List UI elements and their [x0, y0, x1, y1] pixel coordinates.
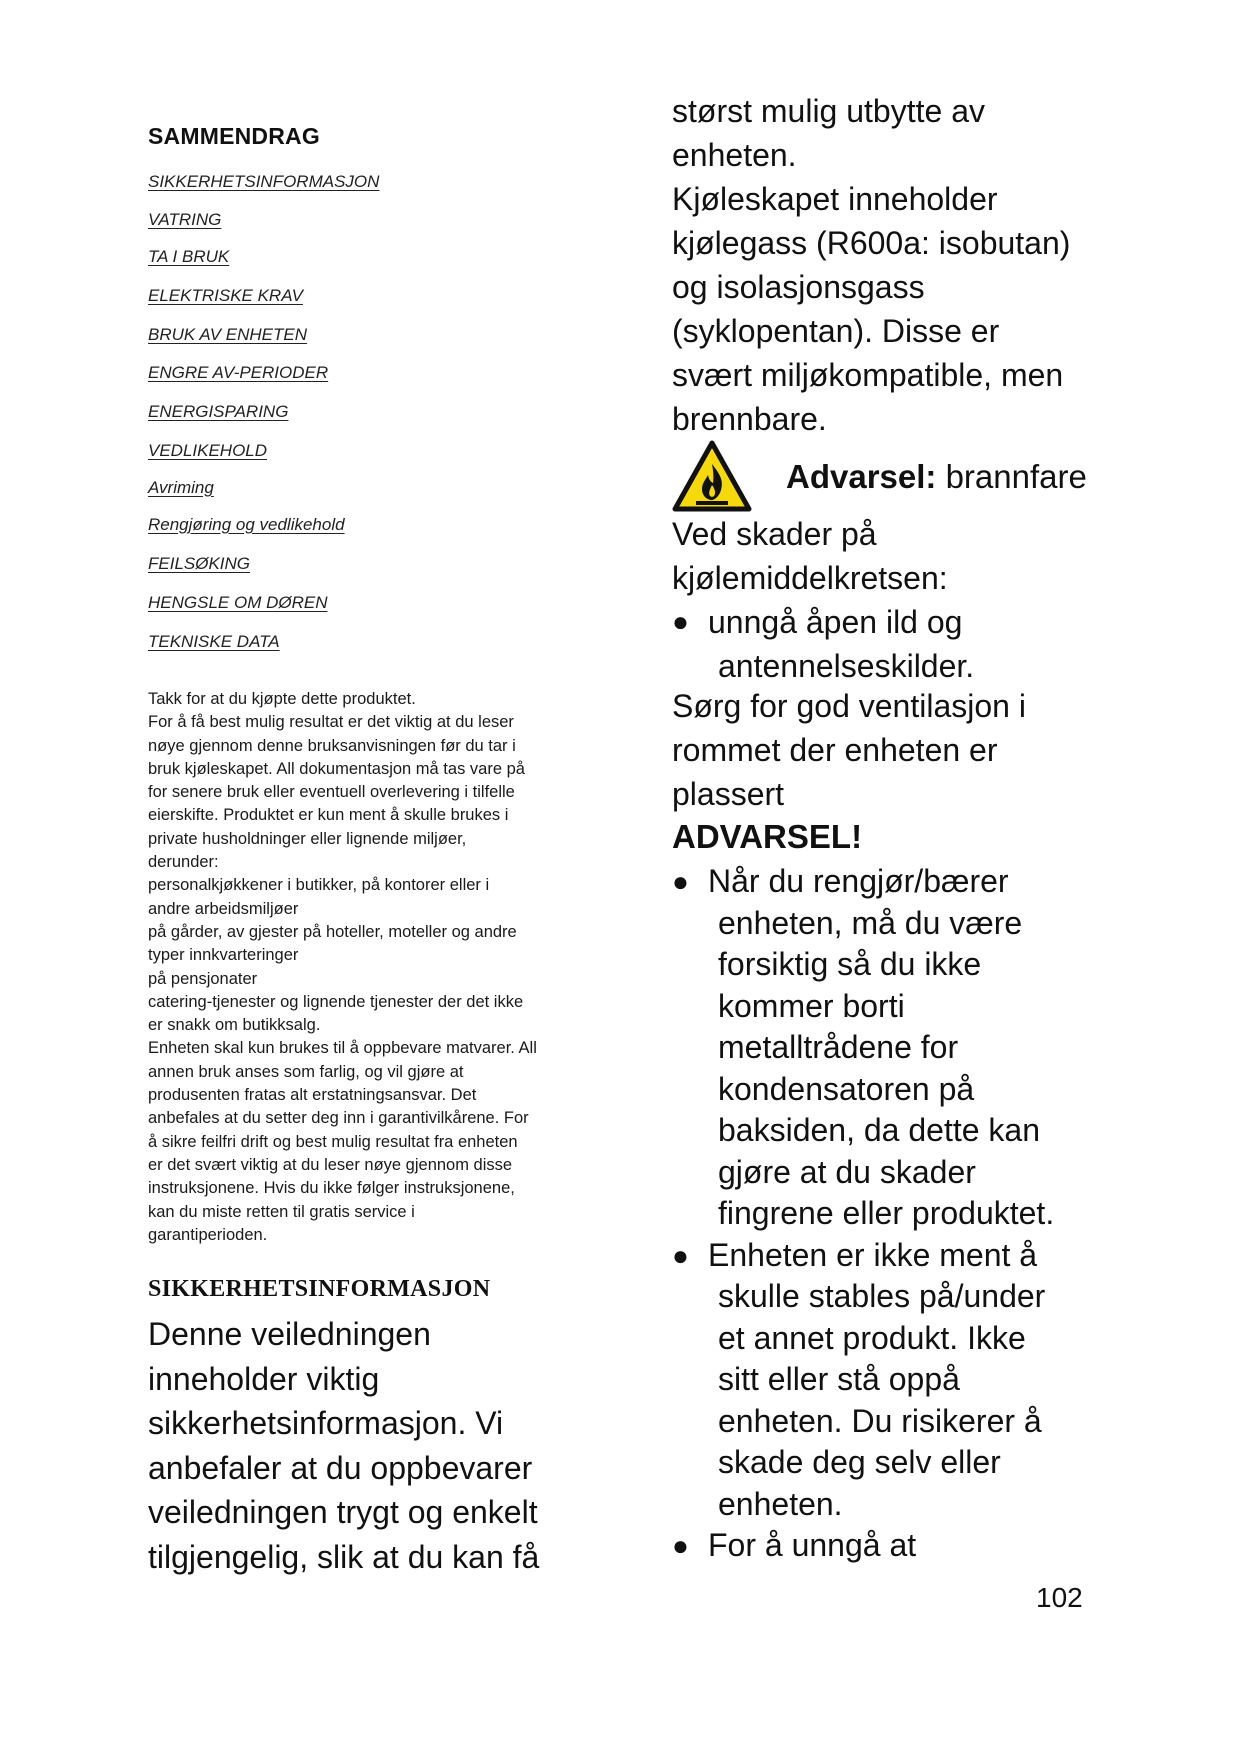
warning-label: Advarsel:	[786, 458, 937, 495]
warning-description: brannfare	[936, 458, 1087, 495]
gas-line: størst mulig utbytte av	[672, 93, 985, 129]
list-item	[672, 1525, 1112, 1567]
intro-line: er snakk om butikksalg.	[148, 1016, 321, 1035]
gas-line: enheten.	[672, 137, 797, 173]
intro-line: på pensjonater	[148, 969, 258, 988]
intro-line: bruk kjøleskapet. All dokumentasjon må tas vare på	[148, 759, 525, 778]
intro-line: private husholdninger eller lignende miljøer,	[148, 829, 467, 848]
intro-line: For å få best mulig resultat er det viktig at du leser	[148, 713, 514, 732]
safety-intro	[148, 1312, 608, 1579]
list-item-text: enheten.	[718, 1485, 843, 1522]
advarsel-heading: ADVARSEL!	[672, 818, 863, 855]
list-item-text: kondensatoren på	[718, 1070, 975, 1107]
toc-link-feilsoking[interactable]: FEILSØKING	[148, 554, 251, 573]
list-item-text: skulle stables på/under	[718, 1278, 1046, 1314]
toc-link-bruk-av-enheten[interactable]: BRUK AV ENHETEN	[148, 325, 308, 344]
fire-warning	[672, 440, 1112, 516]
safety-heading: SIKKERHETSINFORMASJON	[148, 1276, 491, 1302]
intro-line: garantiperioden.	[148, 1225, 268, 1244]
toc-link-hengsle-om-doren[interactable]: HENGSLE OM DØREN	[148, 593, 328, 612]
list-item	[672, 1235, 1112, 1526]
gas-line: (syklopentan). Disse er	[672, 313, 1000, 349]
gas-line: kjølegass (R600a: isobutan)	[672, 225, 1071, 261]
bullet-dot: ●	[672, 606, 689, 637]
intro-line: Enheten skal kun brukes til å oppbevare matvarer. All	[148, 1039, 537, 1058]
bullet-dot: ●	[672, 1239, 689, 1271]
damage-line: Ved skader på	[672, 516, 877, 552]
toc-title: SAMMENDRAG	[148, 123, 320, 149]
intro-line: produsenten fratas alt erstatningsansvar. Det	[148, 1086, 477, 1105]
list-item-text: Når du rengjør/bærer	[708, 863, 1009, 899]
gas-info	[672, 89, 1112, 441]
intro-text	[148, 688, 588, 1247]
toc-link-tekniske-data[interactable]: TEKNISKE DATA	[148, 632, 280, 651]
fire-warning-text	[786, 458, 1087, 496]
flammable-warning-icon	[672, 440, 752, 512]
toc-link-engre-av-perioder[interactable]: ENGRE AV-PERIODER	[148, 363, 329, 382]
gas-line: brennbare.	[672, 401, 827, 437]
warning-list	[672, 861, 1112, 1567]
toc-link-elektriske-krav[interactable]: ELEKTRISKE KRAV	[148, 286, 303, 305]
intro-line: på gårder, av gjester på hoteller, moteller og andre	[148, 922, 517, 941]
bullet-text: unngå åpen ild og	[708, 604, 963, 640]
safety-line: tilgjengelig, slik at du kan få	[148, 1538, 540, 1575]
intro-line: eierskifte. Produktet er kun ment å skulle brukes i	[148, 806, 509, 825]
list-item-text: gjøre at du skader	[718, 1153, 976, 1190]
ventilation-line: plassert	[672, 776, 785, 812]
intro-line: derunder:	[148, 853, 219, 872]
ventilation-line: rommet der enheten er	[672, 732, 998, 768]
toc-link-sikkerhetsinformasjon[interactable]: SIKKERHETSINFORMASJON	[148, 172, 380, 191]
ventilation-line: Sørg for god ventilasjon i	[672, 688, 1026, 724]
intro-line: andre arbeidsmiljøer	[148, 899, 299, 918]
toc-link-avriming[interactable]: Avriming	[148, 478, 214, 497]
list-item	[672, 861, 1112, 1235]
safety-line: veiledningen trygt og enkelt	[148, 1494, 538, 1530]
damage-info	[672, 512, 1112, 688]
intro-line: Takk for at du kjøpte dette produktet.	[148, 690, 416, 708]
gas-line: Kjøleskapet inneholder	[672, 181, 998, 217]
toc-link-rengjoring[interactable]: Rengjøring og vedlikehold	[148, 515, 345, 534]
ventilation-info	[672, 684, 1112, 816]
intro-line: er det svært viktig at du leser nøye gjennom disse	[148, 1155, 513, 1174]
gas-line: og isolasjonsgass	[672, 269, 925, 305]
intro-line: annen bruk anses som farlig, og vil gjøre at	[148, 1062, 464, 1081]
list-item-text: enheten, må du være	[718, 904, 1023, 941]
intro-line: å sikre feilfri drift og best mulig resultat fra enheten	[148, 1132, 518, 1151]
intro-line: for senere bruk eller eventuell overlevering i tilfelle	[148, 783, 515, 802]
toc-link-ta-i-bruk[interactable]: TA I BRUK	[148, 247, 230, 266]
toc-link-energisparing[interactable]: ENERGISPARING	[148, 402, 289, 421]
list-item-text: kommer borti	[718, 987, 905, 1024]
toc-link-vedlikehold[interactable]: VEDLIKEHOLD	[148, 441, 268, 460]
intro-line: instruksjonene. Hvis du ikke følger instruksjonene,	[148, 1179, 515, 1198]
bullet-text: antennelseskilder.	[718, 648, 975, 684]
intro-line: kan du miste retten til gratis service i	[148, 1202, 415, 1221]
list-item-text: For å unngå at	[708, 1527, 917, 1563]
safety-line: anbefaler at du oppbevarer	[148, 1449, 533, 1486]
list-item-text: sitt eller stå oppå	[718, 1361, 960, 1397]
intro-line: personalkjøkkener i butikker, på kontorer eller i	[148, 876, 490, 895]
list-item-text: fingrene eller produktet.	[718, 1195, 1055, 1231]
list-item-text: Enheten er ikke ment å	[708, 1236, 1038, 1273]
intro-line: anbefales at du setter deg inn i garantivilkårene. For	[148, 1109, 529, 1128]
safety-line: sikkerhetsinformasjon. Vi	[148, 1405, 504, 1441]
list-item-text: metalltrådene for	[718, 1029, 959, 1065]
list-item-text: enheten. Du risikerer å	[718, 1402, 1042, 1439]
damage-line: kjølemiddelkretsen:	[672, 560, 948, 596]
intro-line: typer innkvarteringer	[148, 946, 299, 965]
gas-line: svært miljøkompatible, men	[672, 357, 1064, 393]
safety-line: inneholder viktig	[148, 1360, 380, 1397]
page-number: 102	[1036, 1582, 1083, 1613]
list-item-text: forsiktig så du ikke	[718, 946, 982, 982]
bullet-dot: ●	[672, 866, 689, 897]
intro-line: catering-tjenester og lignende tjenester der det ikke	[148, 992, 524, 1011]
toc-link-vatring[interactable]: VATRING	[148, 210, 222, 229]
intro-line: nøye gjennom denne bruksanvisningen før du tar i	[148, 736, 516, 755]
list-item-text: et annet produkt. Ikke	[718, 1319, 1026, 1356]
list-item-text: skade deg selv eller	[718, 1444, 1001, 1480]
bullet-item	[672, 600, 1112, 688]
safety-line: Denne veiledningen	[148, 1316, 431, 1352]
bullet-dot: ●	[672, 1530, 689, 1561]
list-item-text: baksiden, da dette kan	[718, 1112, 1041, 1148]
